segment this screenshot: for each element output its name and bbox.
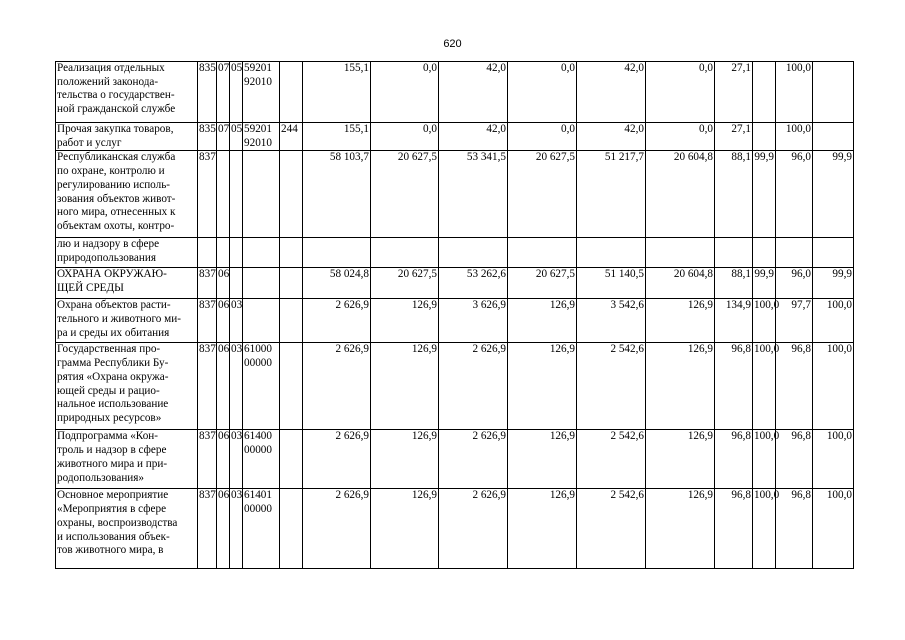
- expense-type-cell: [280, 299, 303, 343]
- row-name-line: нальное использование: [57, 398, 169, 411]
- row-name-line: «Мероприятия в сфере: [57, 503, 167, 516]
- target-article-line: 92010: [244, 75, 272, 88]
- row-name-line: Основное мероприятие: [57, 489, 169, 502]
- expense-type-cell: [280, 489, 303, 569]
- expense-type-cell: [280, 151, 303, 238]
- adm-code-cell: 837: [198, 489, 217, 569]
- target-article-line: 92010: [244, 136, 272, 149]
- row-name-line: ра и среды их обитания: [57, 326, 170, 339]
- target-article-line: 61401: [244, 489, 272, 502]
- target-article-line: 00000: [244, 503, 272, 516]
- target-article-cell: [243, 299, 280, 343]
- row-name-line: Прочая закупка товаров,: [57, 123, 174, 135]
- percent-cell: 99,9: [813, 268, 854, 299]
- row-name-line: регулированию исполь-: [57, 178, 171, 191]
- value-cell: 126,9: [508, 430, 577, 489]
- percent-cell: 96,0: [776, 151, 813, 238]
- value-cell: 2 542,6: [577, 343, 646, 430]
- row-name-line: положений законода-: [57, 75, 159, 88]
- row-name-line: троль и надзор в сфере: [57, 444, 167, 457]
- target-article-cell: [243, 489, 280, 569]
- percent-cell: 96,8: [776, 430, 813, 489]
- row-name-line: Государственная про-: [57, 343, 161, 356]
- target-article-line: 61000: [244, 343, 272, 356]
- value-cell: 126,9: [646, 299, 715, 343]
- table-row: [56, 123, 854, 151]
- subsection-code-cell: 03: [230, 343, 243, 430]
- row-name-line: Реализация отдельных: [57, 62, 165, 74]
- value-cell: [439, 238, 508, 268]
- subsection-code-cell: 05: [230, 62, 243, 123]
- row-name-cell: [56, 430, 198, 489]
- table-row: [56, 430, 854, 489]
- value-cell: 3 626,9: [439, 299, 508, 343]
- value-cell: 126,9: [646, 343, 715, 430]
- row-name-cell: [56, 268, 198, 299]
- value-cell: 42,0: [439, 62, 508, 123]
- percent-cell: 99,9: [813, 151, 854, 238]
- row-name-cell: [56, 238, 198, 268]
- adm-code-cell: 837: [198, 430, 217, 489]
- section-code-cell: 06: [217, 430, 230, 489]
- value-cell: 126,9: [646, 489, 715, 569]
- adm-code-cell: 837: [198, 299, 217, 343]
- adm-code-cell: 837: [198, 343, 217, 430]
- value-cell: 42,0: [439, 123, 508, 151]
- value-cell: 126,9: [371, 430, 439, 489]
- value-cell: 126,9: [508, 489, 577, 569]
- adm-code-cell: 837: [198, 151, 217, 238]
- percent-cell: [813, 238, 854, 268]
- value-cell: 42,0: [577, 123, 646, 151]
- percent-cell: 96,8: [776, 343, 813, 430]
- expense-type-cell: [280, 343, 303, 430]
- row-name-line: лю и надзору в сфере: [57, 238, 160, 251]
- percent-cell: 100,0: [753, 430, 776, 489]
- value-cell: 126,9: [371, 489, 439, 569]
- row-name-line: ОХРАНА ОКРУЖАЮ-: [57, 268, 167, 281]
- adm-code-cell: 835: [198, 123, 217, 151]
- target-article-cell: [243, 123, 280, 151]
- percent-cell: 97,7: [776, 299, 813, 343]
- row-name-line: рятия «Охрана окружа-: [57, 370, 169, 383]
- subsection-code-cell: 05: [230, 123, 243, 151]
- value-cell: 20 604,8: [646, 268, 715, 299]
- percent-cell: 134,9: [715, 299, 753, 343]
- value-cell: [303, 238, 371, 268]
- value-cell: 51 140,5: [577, 268, 646, 299]
- expense-type-cell: 244: [280, 123, 303, 151]
- row-name-line: по охране, контролю и: [57, 165, 165, 178]
- value-cell: 155,1: [303, 62, 371, 123]
- target-article-cell: [243, 62, 280, 123]
- expense-type-cell: [280, 430, 303, 489]
- row-name-line: родопользования»: [57, 471, 145, 484]
- row-name-line: животного мира и при-: [57, 457, 168, 470]
- section-code-cell: [217, 151, 230, 238]
- percent-cell: 96,8: [776, 489, 813, 569]
- percent-cell: [715, 238, 753, 268]
- value-cell: 0,0: [646, 123, 715, 151]
- value-cell: 42,0: [577, 62, 646, 123]
- value-cell: 126,9: [371, 299, 439, 343]
- subsection-code-cell: [230, 268, 243, 299]
- value-cell: 2 626,9: [303, 343, 371, 430]
- table-row: [56, 299, 854, 343]
- value-cell: 2 626,9: [439, 343, 508, 430]
- target-article-line: 59201: [244, 123, 272, 135]
- row-name-line: ющей среды и рацио-: [57, 384, 160, 397]
- value-cell: 20 627,5: [371, 151, 439, 238]
- value-cell: 2 542,6: [577, 430, 646, 489]
- target-article-line: 59201: [244, 62, 272, 74]
- section-code-cell: 06: [217, 343, 230, 430]
- value-cell: 0,0: [371, 62, 439, 123]
- percent-cell: 99,9: [753, 268, 776, 299]
- adm-code-cell: [198, 238, 217, 268]
- row-name-line: грамма Республики Бу-: [57, 357, 169, 370]
- target-article-cell: [243, 430, 280, 489]
- budget-table: [55, 61, 854, 569]
- row-name-line: объектам охоты, контро-: [57, 219, 175, 232]
- value-cell: 51 217,7: [577, 151, 646, 238]
- percent-cell: 96,0: [776, 268, 813, 299]
- percent-cell: 99,9: [753, 151, 776, 238]
- row-name-line: Республиканская служба: [57, 151, 176, 164]
- target-article-cell: [243, 343, 280, 430]
- section-code-cell: [217, 238, 230, 268]
- value-cell: 20 627,5: [371, 268, 439, 299]
- value-cell: [577, 238, 646, 268]
- percent-cell: 100,0: [753, 343, 776, 430]
- row-name-cell: [56, 343, 198, 430]
- row-name-cell: [56, 489, 198, 569]
- adm-code-cell: 835: [198, 62, 217, 123]
- value-cell: 0,0: [371, 123, 439, 151]
- percent-cell: 100,0: [753, 489, 776, 569]
- section-code-cell: 06: [217, 299, 230, 343]
- percent-cell: 100,0: [753, 299, 776, 343]
- percent-cell: 27,1: [715, 123, 753, 151]
- table-row: [56, 489, 854, 569]
- value-cell: 2 626,9: [303, 489, 371, 569]
- percent-cell: [813, 123, 854, 151]
- row-name-cell: [56, 123, 198, 151]
- percent-cell: [753, 123, 776, 151]
- value-cell: [371, 238, 439, 268]
- value-cell: 20 627,5: [508, 268, 577, 299]
- percent-cell: 100,0: [776, 62, 813, 123]
- percent-cell: 100,0: [813, 489, 854, 569]
- value-cell: 2 626,9: [439, 430, 508, 489]
- percent-cell: [776, 238, 813, 268]
- row-name-line: природных ресурсов»: [57, 411, 162, 424]
- percent-cell: 100,0: [813, 430, 854, 489]
- subsection-code-cell: [230, 151, 243, 238]
- row-name-line: Охрана объектов расти-: [57, 299, 171, 312]
- row-name-line: и использования объек-: [57, 530, 170, 543]
- row-name-line: Подпрограмма «Кон-: [57, 430, 159, 443]
- expense-type-cell: [280, 62, 303, 123]
- target-article-line: 61400: [244, 430, 272, 443]
- row-name-line: природопользования: [57, 252, 157, 265]
- section-code-cell: 06: [217, 489, 230, 569]
- adm-code-cell: 837: [198, 268, 217, 299]
- value-cell: 0,0: [646, 62, 715, 123]
- value-cell: 58 103,7: [303, 151, 371, 238]
- percent-cell: 100,0: [813, 343, 854, 430]
- percent-cell: 88,1: [715, 268, 753, 299]
- value-cell: 126,9: [646, 430, 715, 489]
- target-article-cell: [243, 238, 280, 268]
- row-name-line: тельного и животного ми-: [57, 313, 181, 326]
- row-name-line: ной гражданской службе: [57, 103, 176, 116]
- row-name-cell: [56, 62, 198, 123]
- percent-cell: 100,0: [776, 123, 813, 151]
- table-row: [56, 238, 854, 268]
- table-row: [56, 268, 854, 299]
- row-name-line: ЩЕЙ СРЕДЫ: [57, 282, 124, 295]
- table-row: [56, 62, 854, 123]
- value-cell: 3 542,6: [577, 299, 646, 343]
- value-cell: 0,0: [508, 123, 577, 151]
- expense-type-cell: [280, 238, 303, 268]
- subsection-code-cell: 03: [230, 489, 243, 569]
- value-cell: 20 604,8: [646, 151, 715, 238]
- percent-cell: 88,1: [715, 151, 753, 238]
- expense-type-cell: [280, 268, 303, 299]
- row-name-line: охраны, воспроизводства: [57, 516, 178, 529]
- page-number: 620: [443, 38, 462, 50]
- row-name-line: зования объектов живот-: [57, 192, 176, 205]
- target-article-line: 00000: [244, 444, 272, 457]
- target-article-line: 00000: [244, 357, 272, 370]
- value-cell: 2 626,9: [303, 430, 371, 489]
- subsection-code-cell: 03: [230, 299, 243, 343]
- value-cell: 155,1: [303, 123, 371, 151]
- subsection-code-cell: 03: [230, 430, 243, 489]
- value-cell: [508, 238, 577, 268]
- percent-cell: 100,0: [813, 299, 854, 343]
- section-code-cell: 07: [217, 62, 230, 123]
- value-cell: 2 626,9: [303, 299, 371, 343]
- target-article-cell: [243, 268, 280, 299]
- table-row: [56, 343, 854, 430]
- row-name-line: работ и услуг: [57, 136, 122, 149]
- value-cell: 20 627,5: [508, 151, 577, 238]
- value-cell: 53 262,6: [439, 268, 508, 299]
- table-row: [56, 151, 854, 238]
- row-name-line: тов животного мира, в: [57, 544, 164, 557]
- percent-cell: [813, 62, 854, 123]
- value-cell: 126,9: [508, 299, 577, 343]
- value-cell: 2 626,9: [439, 489, 508, 569]
- row-name-cell: [56, 299, 198, 343]
- percent-cell: 96,8: [715, 489, 753, 569]
- section-code-cell: 07: [217, 123, 230, 151]
- value-cell: 2 542,6: [577, 489, 646, 569]
- value-cell: 126,9: [371, 343, 439, 430]
- percent-cell: 96,8: [715, 343, 753, 430]
- row-name-cell: [56, 151, 198, 238]
- percent-cell: 96,8: [715, 430, 753, 489]
- value-cell: 53 341,5: [439, 151, 508, 238]
- value-cell: [646, 238, 715, 268]
- row-name-line: ного мира, отнесенных к: [57, 206, 176, 219]
- section-code-cell: 06: [217, 268, 230, 299]
- percent-cell: [753, 62, 776, 123]
- value-cell: 58 024,8: [303, 268, 371, 299]
- percent-cell: [753, 238, 776, 268]
- value-cell: 0,0: [508, 62, 577, 123]
- target-article-cell: [243, 151, 280, 238]
- row-name-line: тельства о государствен-: [57, 89, 175, 102]
- percent-cell: 27,1: [715, 62, 753, 123]
- value-cell: 126,9: [508, 343, 577, 430]
- subsection-code-cell: [230, 238, 243, 268]
